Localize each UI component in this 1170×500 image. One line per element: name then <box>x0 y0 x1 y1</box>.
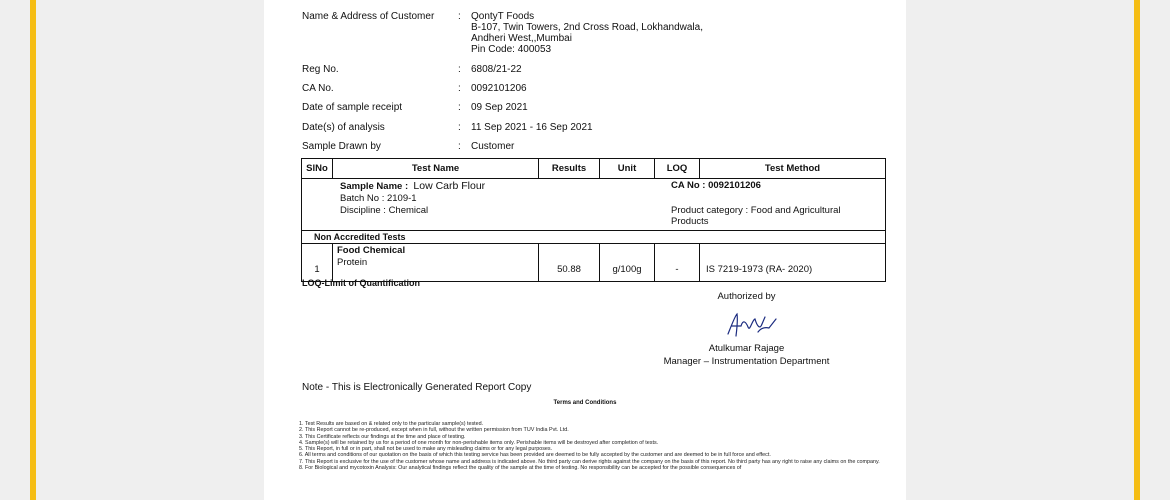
receipt-date-value: 09 Sep 2021 <box>471 102 528 113</box>
left-yellow-border <box>30 0 36 500</box>
customer-address-line: Andheri West,,Mumbai <box>471 33 572 44</box>
list-item: 6. All terms and conditions of our quotation on the basis of which this testing service has been provided are deemed to be fully accepted by the customer and are deemed to be in full force and effect. <box>299 452 771 459</box>
row-unit: g/100g <box>600 244 655 282</box>
reg-no-value: 6808/21-22 <box>471 64 522 75</box>
row-test-name <box>333 244 539 282</box>
row-slno: 1 <box>302 244 333 282</box>
signature-icon <box>724 310 780 342</box>
loq-note: LOQ-Limit of Quantification <box>302 278 420 288</box>
table-header-row <box>302 159 886 179</box>
header-test-method: Test Method <box>700 159 886 179</box>
analysis-date-value: 11 Sep 2021 - 16 Sep 2021 <box>471 122 593 133</box>
results-table <box>301 158 886 282</box>
test-name: Protein <box>337 257 368 268</box>
table-row <box>302 244 886 282</box>
right-yellow-border <box>1134 0 1140 500</box>
sample-drawn-row: Sample Drawn by : Customer <box>302 141 515 152</box>
customer-label: Name & Address of Customer <box>302 11 435 22</box>
list-item: 3. This Certificate reflects our findings at the time and place of testing. <box>299 433 466 440</box>
row-loq: - <box>655 244 700 282</box>
customer-row: Name & Address of Customer : QontyT Foods B-107, Twin Towers, 2nd Cross Road, Lokhandwala, Andheri West,,Mumbai Pin Code: 400053 <box>302 11 703 55</box>
header-loq: LOQ <box>655 159 700 179</box>
section-label: Non Accredited Tests <box>302 231 886 244</box>
header-unit: Unit <box>600 159 655 179</box>
list-item: 8. For Biological and mycotoxin Analysis: Our analytical findings reflect the quality of the sample at the time of testing. No responsibility can be accepted for the possible consequences of <box>299 465 742 472</box>
list-item: 4. Sample(s) will be retained by us for a period of one month for non-perishable items only. Perishable items will be destroyed after completion of tests. <box>299 439 659 446</box>
ca-no-row: CA No. : 0092101206 <box>302 83 527 94</box>
test-report-page <box>264 0 906 500</box>
electronic-note: Note - This is Electronically Generated Report Copy <box>302 382 532 393</box>
sample-drawn-value: Customer <box>471 141 515 152</box>
batch-no: Batch No : 2109-1 <box>340 193 417 204</box>
receipt-date-row: Date of sample receipt : 09 Sep 2021 <box>302 102 528 113</box>
header-test-name: Test Name <box>333 159 539 179</box>
discipline: Discipline : Chemical <box>340 205 429 216</box>
list-item: 7. This Report is exclusive for the use of the customer whose name and address is indicated above. No third party can derive rights against the company on the basis of this report. No third party has any right to raise any claims on the company. <box>299 458 880 465</box>
ca-no-value: 0092101206 <box>471 83 527 94</box>
analysis-date-row: Date(s) of analysis : 11 Sep 2021 - 16 Sep 2021 <box>302 122 593 133</box>
customer-address-line: B-107, Twin Towers, 2nd Cross Road, Lokhandwala, <box>471 22 703 33</box>
customer-name: QontyT Foods <box>471 11 535 22</box>
list-item: 5. This Report, in full or in part, shall not be used to make any misleading claims or for any legal purposes. <box>299 446 553 453</box>
sample-info-left <box>340 180 485 217</box>
section-row <box>302 231 886 244</box>
product-category: Product category : Food and Agricultural Products <box>671 205 841 227</box>
list-item: 1. Test Results are based on & related only to the particular sample(s) tested. <box>299 421 484 427</box>
signatory-role: Manager – Instrumentation Department <box>663 356 830 367</box>
reg-no-row: Reg No. : 6808/21-22 <box>302 64 522 75</box>
header-slno: SlNo <box>302 159 333 179</box>
row-result: 50.88 <box>539 244 600 282</box>
terms-title: Terms and Conditions <box>553 400 617 406</box>
sample-info-row <box>302 179 886 231</box>
row-method: IS 7219-1973 (RA- 2020) <box>700 244 886 282</box>
terms-list <box>299 421 889 471</box>
list-item: 2. This Report cannot be re-produced, except when in full, without the written permission from TUV India Pvt. Ltd. <box>299 427 569 434</box>
sample-ca-no: CA No : 0092101206 <box>671 180 761 191</box>
customer-address-line: Pin Code: 400053 <box>471 44 552 55</box>
sample-name-value: Low Carb Flour <box>413 180 486 192</box>
signatory-name: Atulkumar Rajage <box>708 343 785 354</box>
customer-value <box>471 11 703 55</box>
authorized-by-title: Authorized by <box>717 291 776 302</box>
header-results: Results <box>539 159 600 179</box>
test-group: Food Chemical <box>337 245 406 256</box>
sample-name-label: Sample Name : <box>340 181 409 192</box>
